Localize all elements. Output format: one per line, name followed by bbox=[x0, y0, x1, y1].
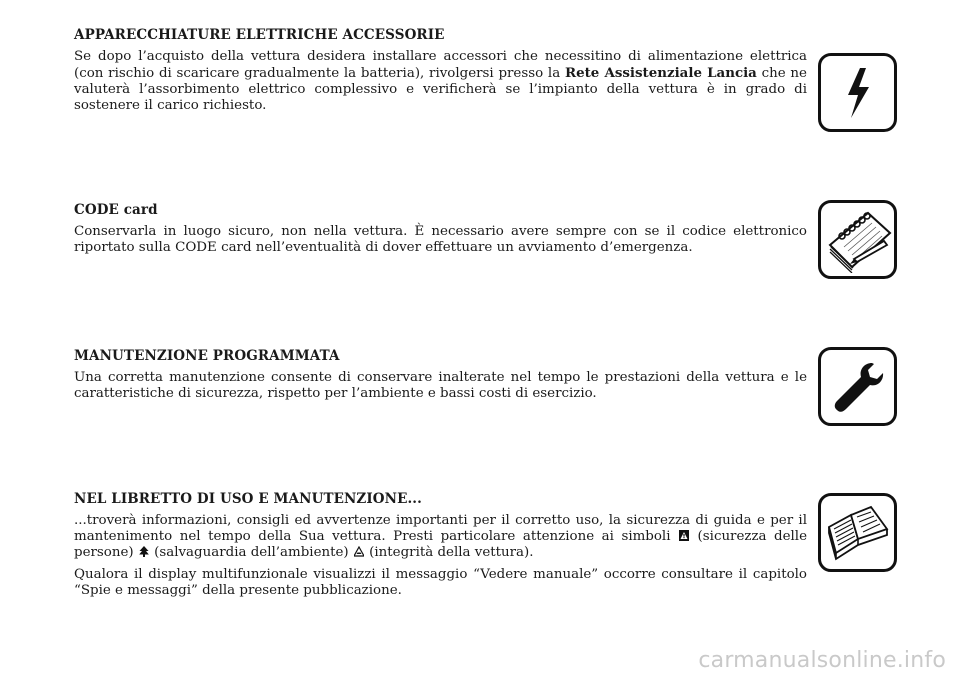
section-text-secondary: Qualora il display multifunzionale visualizzi il messaggio “Vedere manuale” occorre consultare il capitolo “Spie e messaggi” della presente pubblicazione. bbox=[74, 567, 807, 598]
section-code-card bbox=[74, 202, 807, 256]
section-text: Una corretta manutenzione consente di conservare inalterate nel tempo le prestazioni della vettura e le caratteristiche di sicurezza, rispetto per l’ambiente e bassi costi di esercizio. bbox=[74, 370, 807, 401]
section-title: CODE card bbox=[74, 202, 158, 218]
section-scheduled-maintenance bbox=[74, 348, 807, 402]
dealer-network-emphasis: Rete Assistenziale Lancia bbox=[564, 65, 757, 81]
section-text: Se dopo l’acquisto della vettura desidera installare accessori che necessitino di alimentazione elettrica (con rischio di scaricare gradualmente la batteria), rivolgersi presso la Rete Assistenziale Lancia che ne valuterà l’assorbimento elettrico complessivo e verificherà se l’impianto della vettura è in grado di sostenere il carico richiesto. bbox=[74, 49, 807, 113]
section-text: ...troverà informazioni, consigli ed avvertenze importanti per il corretto uso, la sicurezza di guida e per il mantenimento nel tempo della Sua vettura. Presti particolare attenzione ai simboli (sicurezza delle persone) (salvaguardia dell’ambiente) (integrità della vettura). bbox=[74, 513, 807, 560]
person-safety-icon bbox=[679, 530, 689, 541]
section-electrical-accessories bbox=[74, 27, 807, 114]
wrench-icon bbox=[818, 347, 897, 426]
section-title: MANUTENZIONE PROGRAMMATA bbox=[74, 348, 340, 364]
environment-icon bbox=[139, 546, 149, 557]
notebook-pen-icon bbox=[818, 200, 897, 279]
section-title: NEL LIBRETTO DI USO E MANUTENZIONE... bbox=[74, 491, 422, 507]
section-text: Conservarla in luogo sicuro, non nella vettura. È necessario avere sempre con se il codice elettronico riportato sulla CODE card nell’eventualità di dover effettuare un avviamento d’emergenza. bbox=[74, 224, 807, 255]
open-book-icon bbox=[818, 493, 897, 572]
watermark: carmanualsonline.info bbox=[698, 648, 946, 673]
section-title: APPARECCHIATURE ELETTRICHE ACCESSORIE bbox=[74, 27, 445, 43]
lightning-bolt-icon bbox=[818, 53, 897, 132]
vehicle-integrity-icon bbox=[354, 546, 364, 557]
section-manual-info bbox=[74, 491, 807, 599]
